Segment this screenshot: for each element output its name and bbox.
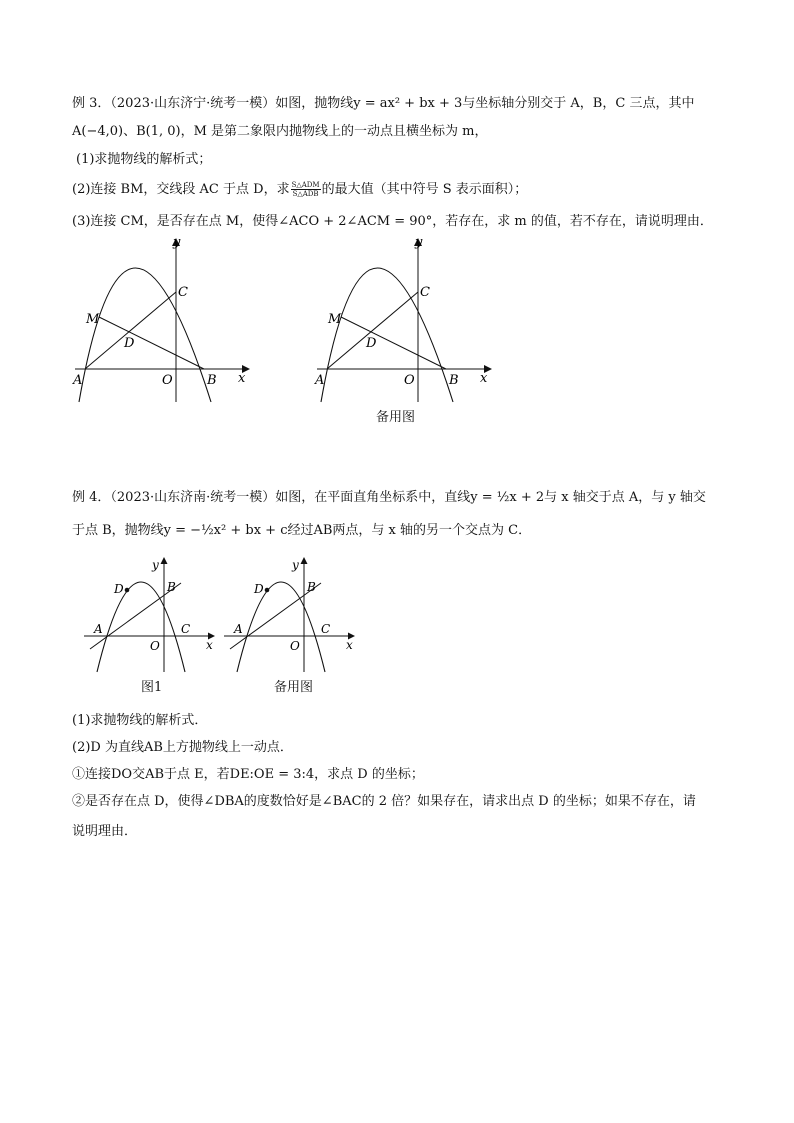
label-y: y	[415, 235, 423, 250]
y-axis-arrow	[161, 557, 168, 564]
example3-figure-spare	[312, 232, 502, 406]
segment-AC	[85, 292, 176, 369]
label-D: D	[114, 582, 124, 596]
segment-MB	[99, 317, 204, 369]
label-B: B	[449, 373, 459, 388]
example3-q3: (3)连接 CM，是否存在点 M，使得∠ACO + 2∠ACM = 90°，若存在，求 m 的值，若不存在，请说明理由．	[72, 214, 713, 229]
example4-q2-2: ②是否存在点 D，使得∠DBA的度数恰好是∠BAC的 2 倍？如果存在，请求出点 D 的坐标；如果不存在，请	[72, 794, 696, 809]
example4-q2: (2)D 为直线AB上方抛物线上一动点．	[72, 740, 293, 755]
label-x: x	[238, 371, 246, 386]
example3-q1: (1)求抛物线的解析式；	[76, 152, 212, 167]
label-O: O	[404, 373, 415, 388]
label-D: D	[254, 582, 264, 596]
example4-heading: 例 4．（2023·山东济南·统考一模）如图，在平面直角坐标系中，直线y = ½x + 2与 x 轴交于点 A，与 y 轴交	[72, 490, 706, 505]
segment-AC	[327, 292, 418, 369]
parabola	[97, 582, 185, 672]
example4-caption-1: 图1	[141, 680, 163, 695]
example4-figure-spare	[220, 552, 360, 676]
label-D: D	[124, 336, 135, 351]
point-D	[265, 588, 270, 593]
label-B: B	[167, 580, 176, 594]
y-axis-arrow	[301, 557, 308, 564]
parabola	[237, 582, 325, 672]
example4-caption-2: 备用图	[274, 680, 314, 695]
label-A: A	[315, 373, 325, 388]
label-M: M	[328, 312, 342, 327]
label-B: B	[307, 580, 316, 594]
label-A: A	[234, 622, 243, 636]
segment-MB	[341, 317, 446, 369]
example4-q2-1: ①连接DO交AB于点 E，若DE:OE = 3:4，求点 D 的坐标；	[72, 767, 424, 782]
label-y: y	[292, 558, 299, 572]
example3-figure-main	[70, 232, 260, 406]
fraction	[291, 181, 321, 198]
point-D	[125, 588, 130, 593]
label-x: x	[480, 371, 488, 386]
label-O: O	[290, 639, 300, 653]
example4-q2-2b: 说明理由．	[72, 824, 138, 839]
label-C: C	[321, 622, 331, 636]
label-C: C	[420, 285, 430, 300]
label-y: y	[152, 558, 159, 572]
label-B: B	[207, 373, 217, 388]
fraction-numerator: S△ADM	[291, 181, 320, 189]
example4-line2: 于点 B，抛物线y = −½x² + bx + c经过AB两点，与 x 轴的另一个交点为 C．	[72, 523, 532, 538]
example3-q2-pre: (2)连接 BM，交线段 AC 于点 D，求	[72, 182, 290, 197]
label-C: C	[178, 285, 188, 300]
parabola	[79, 268, 211, 402]
fraction-denominator: S△ADB	[292, 190, 319, 198]
example4-figure-1	[80, 552, 220, 676]
example3-q2	[72, 180, 527, 200]
parabola	[321, 268, 453, 402]
label-O: O	[150, 639, 160, 653]
label-x: x	[206, 638, 213, 652]
label-A: A	[94, 622, 103, 636]
example3-spare-caption: 备用图	[376, 410, 416, 425]
label-A: A	[73, 373, 83, 388]
label-O: O	[162, 373, 173, 388]
example3-q2-post: 的最大值（其中符号 S 表示面积）；	[321, 182, 528, 197]
label-M: M	[86, 312, 100, 327]
label-D: D	[366, 336, 377, 351]
label-C: C	[181, 622, 191, 636]
label-y: y	[173, 235, 181, 250]
example3-line2: A(−4,0)、B(1, 0)，M 是第二象限内抛物线上的一动点且横坐标为 m，	[72, 124, 488, 139]
example4-q1: (1)求抛物线的解析式．	[72, 713, 208, 728]
example3-heading: 例 3．（2023·山东济宁·统考一模）如图，抛物线y = ax² + bx + 3与坐标轴分别交于 A，B，C 三点，其中	[72, 96, 695, 111]
label-x: x	[346, 638, 353, 652]
